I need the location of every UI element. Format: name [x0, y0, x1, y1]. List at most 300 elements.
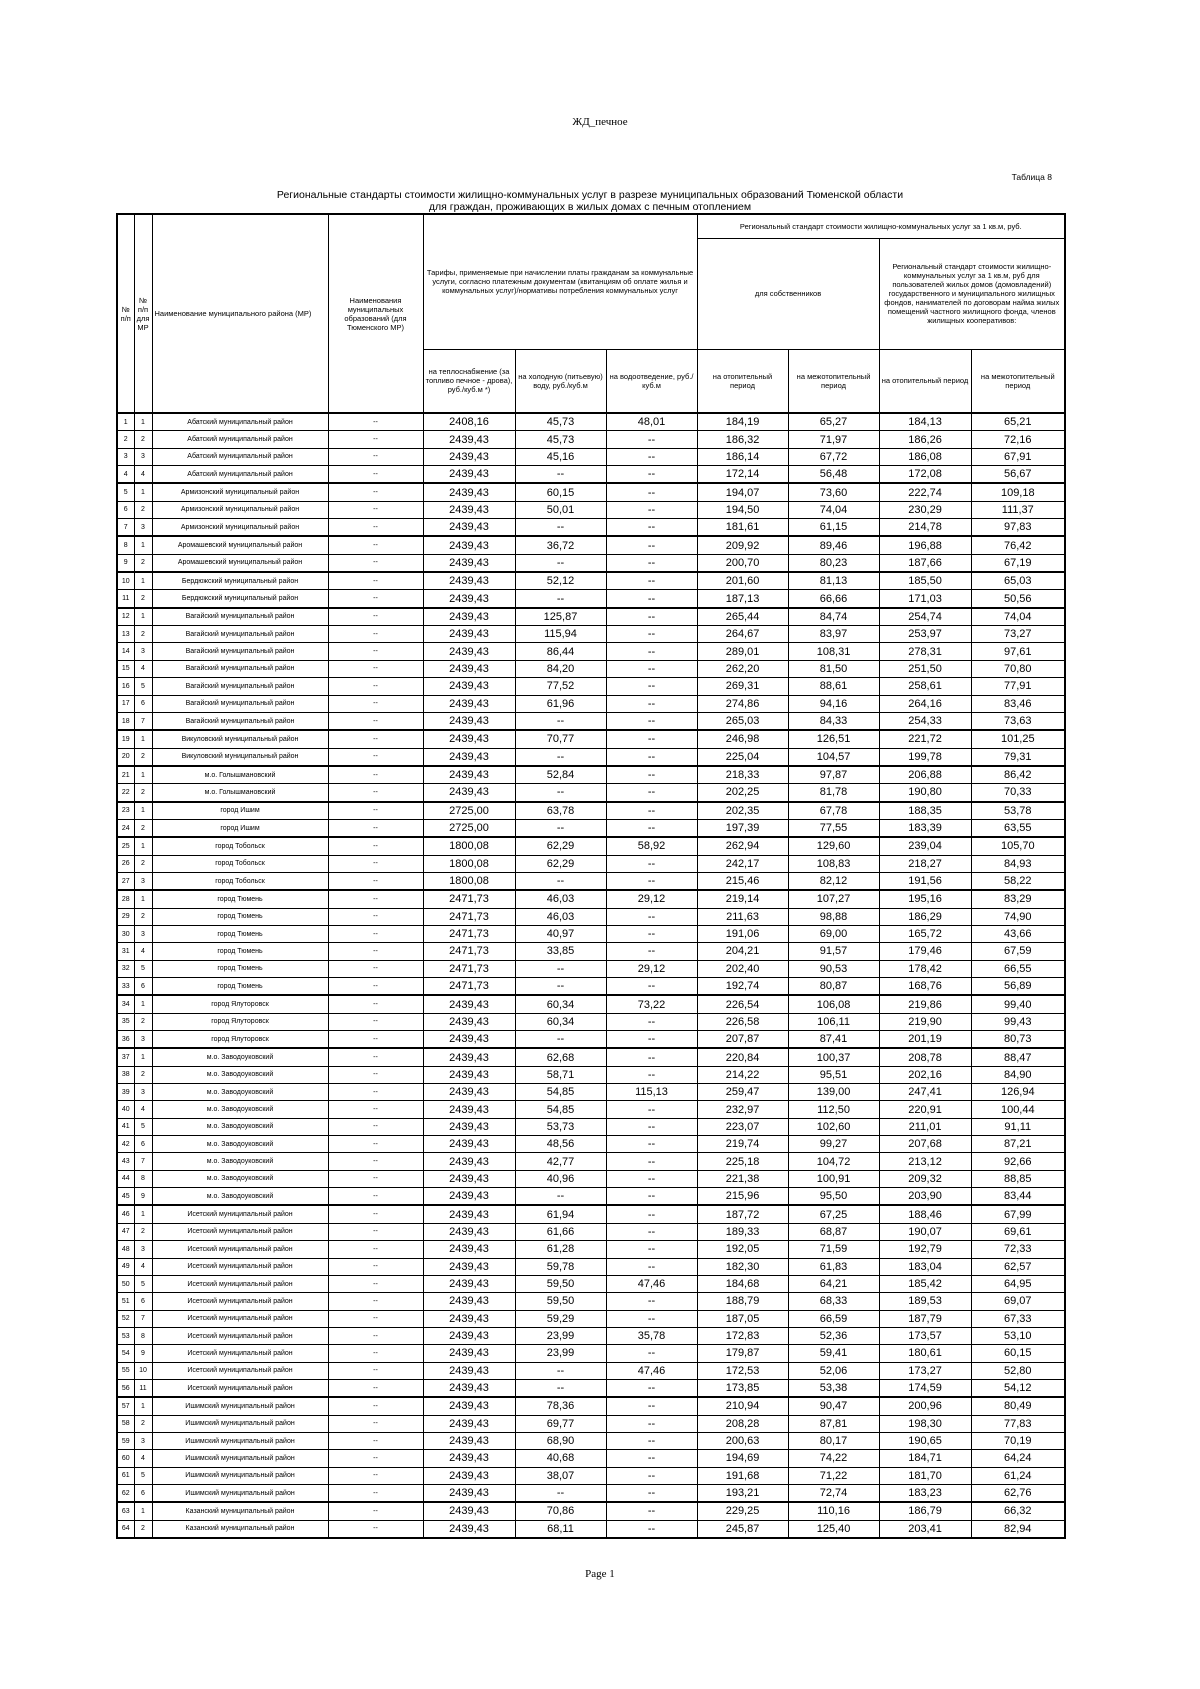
table-cell: -- [328, 695, 423, 712]
table-cell: 13 [117, 626, 134, 643]
table-cell: 2439,43 [423, 695, 515, 712]
table-cell: Вагайский муниципальный район [152, 608, 328, 626]
table-cell: 29,12 [606, 960, 697, 977]
table-cell: 2439,43 [423, 1136, 515, 1153]
table-cell: 2439,43 [423, 1275, 515, 1292]
table-row [117, 1432, 1065, 1449]
table-cell: 226,54 [697, 995, 788, 1013]
table-cell: -- [515, 519, 606, 537]
table-cell: 172,08 [879, 466, 971, 484]
table-cell: 264,16 [879, 695, 971, 712]
table-cell: 65,03 [971, 572, 1065, 590]
table-cell: Ишимский муниципальный район [152, 1450, 328, 1467]
table-cell: 181,70 [879, 1467, 971, 1484]
table-cell: 45,73 [515, 413, 606, 431]
table-cell: 47,46 [606, 1362, 697, 1379]
table-cell: 73,60 [788, 483, 879, 501]
table-cell: 59,41 [788, 1345, 879, 1362]
table-cell: 56,48 [788, 466, 879, 484]
table-cell: 35,78 [606, 1327, 697, 1344]
table-cell: 73,22 [606, 995, 697, 1013]
table-cell: 129,60 [788, 837, 879, 855]
table-cell: 6 [134, 1136, 152, 1153]
table-cell: -- [328, 1170, 423, 1187]
table-cell: город Тюмень [152, 960, 328, 977]
table-cell: 2439,43 [423, 1170, 515, 1187]
table-cell: -- [606, 1415, 697, 1432]
table-cell: 60,34 [515, 995, 606, 1013]
table-cell: -- [328, 995, 423, 1013]
table-cell: город Ишим [152, 802, 328, 820]
table-cell: 259,47 [697, 1084, 788, 1101]
table-row [117, 1275, 1065, 1292]
table-cell: 58,71 [515, 1066, 606, 1083]
table-row [117, 730, 1065, 748]
table-cell: 42 [117, 1136, 134, 1153]
table-cell: 36 [117, 1031, 134, 1049]
table-row [117, 1310, 1065, 1327]
table-cell: 3 [117, 448, 134, 465]
header-municipality: Наименования муниципальных образований (для Тюменского МР) [328, 214, 423, 413]
table-cell: 254,74 [879, 608, 971, 626]
table-cell: -- [328, 660, 423, 677]
table-cell: 5 [117, 483, 134, 501]
table-cell: город Тюмень [152, 943, 328, 960]
table-cell: 264,67 [697, 626, 788, 643]
table-cell: 78,36 [515, 1397, 606, 1415]
table-cell: -- [606, 943, 697, 960]
table-cell: Вагайский муниципальный район [152, 712, 328, 730]
table-cell: 3 [134, 1031, 152, 1049]
table-cell: 191,68 [697, 1467, 788, 1484]
table-cell: 2 [134, 1066, 152, 1083]
table-cell: 2439,43 [423, 1397, 515, 1415]
table-cell: 5 [134, 678, 152, 695]
table-cell: город Тюмень [152, 978, 328, 996]
table-cell: 1 [134, 536, 152, 554]
table-cell: 2439,43 [423, 1205, 515, 1223]
table-cell: 56,89 [971, 978, 1065, 996]
table-cell: м.о. Заводоуковский [152, 1084, 328, 1101]
title-line-1: Региональные стандарты стоимости жилищно-коммунальных услуг в разрезе муниципальных образований Тюменской области [276, 189, 904, 201]
table-cell: Викуловский муниципальный район [152, 730, 328, 748]
table-cell: 10 [134, 1362, 152, 1379]
table-cell: -- [328, 608, 423, 626]
table-cell: Аромашевский муниципальный район [152, 554, 328, 572]
table-cell: 8 [134, 1170, 152, 1187]
table-cell: 14 [117, 643, 134, 660]
table-cell: 125,40 [788, 1520, 879, 1538]
table-cell: 187,05 [697, 1310, 788, 1327]
table-cell: -- [606, 695, 697, 712]
table-cell: 1 [134, 413, 152, 431]
table-cell: 190,07 [879, 1223, 971, 1240]
table-cell: 2 [134, 784, 152, 802]
table-cell: 115,13 [606, 1084, 697, 1101]
table-cell: 61,24 [971, 1467, 1065, 1484]
table-cell: 207,87 [697, 1031, 788, 1049]
table-cell: 3 [134, 643, 152, 660]
table-cell: 91,11 [971, 1118, 1065, 1135]
table-cell: 207,68 [879, 1136, 971, 1153]
table-cell: м.о. Заводоуковский [152, 1136, 328, 1153]
table-cell: -- [328, 1048, 423, 1066]
table-cell: 202,35 [697, 802, 788, 820]
table-cell: -- [606, 643, 697, 660]
table-row [117, 536, 1065, 554]
table-row [117, 978, 1065, 996]
table-cell: 90,47 [788, 1397, 879, 1415]
table-cell: 2 [134, 501, 152, 518]
table-cell: -- [328, 519, 423, 537]
table-cell: 83,46 [971, 695, 1065, 712]
table-cell: 172,14 [697, 466, 788, 484]
table-cell: 68,90 [515, 1432, 606, 1449]
table-cell: Вагайский муниципальный район [152, 695, 328, 712]
table-cell: 15 [117, 660, 134, 677]
table-cell: -- [328, 626, 423, 643]
table-cell: 67,78 [788, 802, 879, 820]
table-cell: 70,86 [515, 1502, 606, 1520]
table-cell: 194,50 [697, 501, 788, 518]
table-cell: 106,08 [788, 995, 879, 1013]
table-cell: 107,27 [788, 890, 879, 908]
table-cell: 70,33 [971, 784, 1065, 802]
table-cell: -- [606, 1118, 697, 1135]
table-cell: 4 [134, 1258, 152, 1275]
table-cell: 50,56 [971, 590, 1065, 608]
table-row [117, 1153, 1065, 1170]
table-cell: 209,92 [697, 536, 788, 554]
table-cell: 87,41 [788, 1031, 879, 1049]
table-cell: 2439,43 [423, 1484, 515, 1502]
table-cell: 41 [117, 1118, 134, 1135]
table-cell: Вагайский муниципальный район [152, 678, 328, 695]
table-cell: -- [328, 1275, 423, 1292]
table-cell: Армизонский муниципальный район [152, 519, 328, 537]
table-cell: 2439,43 [423, 1048, 515, 1066]
table-cell: -- [606, 1066, 697, 1083]
table-cell: 203,90 [879, 1188, 971, 1206]
table-cell: 198,30 [879, 1415, 971, 1432]
table-cell: -- [606, 766, 697, 784]
table-cell: -- [328, 890, 423, 908]
table-cell: -- [606, 1397, 697, 1415]
table-cell: 33 [117, 978, 134, 996]
table-cell: 3 [134, 872, 152, 890]
table-cell: -- [328, 730, 423, 748]
table-cell: -- [606, 908, 697, 925]
table-cell: 186,79 [879, 1502, 971, 1520]
header-num-mr: № п/п для МР [134, 214, 152, 413]
table-cell: 2439,43 [423, 1502, 515, 1520]
table-cell: 52,80 [971, 1362, 1065, 1379]
table-cell: 90,53 [788, 960, 879, 977]
table-cell: 81,78 [788, 784, 879, 802]
table-cell: 262,20 [697, 660, 788, 677]
table-cell: 173,57 [879, 1327, 971, 1344]
table-cell: -- [606, 660, 697, 677]
table-cell: -- [328, 1031, 423, 1049]
table-cell: -- [606, 1520, 697, 1538]
table-cell: 58,92 [606, 837, 697, 855]
table-cell: 2439,43 [423, 466, 515, 484]
table-cell: 23,99 [515, 1345, 606, 1362]
table-cell: 221,72 [879, 730, 971, 748]
table-cell: 11 [117, 590, 134, 608]
table-cell: 192,74 [697, 978, 788, 996]
table-cell: 214,78 [879, 519, 971, 537]
table-row [117, 712, 1065, 730]
table-cell: 1 [134, 608, 152, 626]
table-cell: -- [328, 766, 423, 784]
table-cell: 80,87 [788, 978, 879, 996]
table-cell: 33,85 [515, 943, 606, 960]
table-cell: 83,29 [971, 890, 1065, 908]
table-cell: 2439,43 [423, 1188, 515, 1206]
table-cell: 67,99 [971, 1205, 1065, 1223]
header-num: № п/п [117, 214, 134, 413]
table-cell: -- [606, 1031, 697, 1049]
table-cell: 69,77 [515, 1415, 606, 1432]
table-cell: 56 [117, 1379, 134, 1397]
table-cell: 53,73 [515, 1118, 606, 1135]
table-row [117, 1484, 1065, 1502]
table-cell: 230,29 [879, 501, 971, 518]
table-cell: 65,21 [971, 413, 1065, 431]
table-cell: -- [328, 1136, 423, 1153]
table-cell: 105,70 [971, 837, 1065, 855]
table-cell: Армизонский муниципальный район [152, 501, 328, 518]
table-row [117, 1101, 1065, 1118]
table-cell: -- [328, 536, 423, 554]
table-cell: 6 [134, 1484, 152, 1502]
table-cell: 2439,43 [423, 501, 515, 518]
table-row [117, 660, 1065, 677]
header-heat: на теплоснабжение (за топливо печное - дрова), руб./куб.м *) [423, 349, 515, 413]
table-cell: 38 [117, 1066, 134, 1083]
table-cell: 10 [117, 572, 134, 590]
table-cell: 2439,43 [423, 1450, 515, 1467]
table-cell: 11 [134, 1379, 152, 1397]
table-cell: 34 [117, 995, 134, 1013]
table-cell: -- [606, 1450, 697, 1467]
table-row [117, 1241, 1065, 1258]
table-cell: 202,25 [697, 784, 788, 802]
table-cell: 64,24 [971, 1450, 1065, 1467]
table-cell: 54,12 [971, 1379, 1065, 1397]
table-cell: 1 [134, 837, 152, 855]
table-cell: 76,42 [971, 536, 1065, 554]
table-cell: Исетский муниципальный район [152, 1205, 328, 1223]
header-tenants: Региональный стандарт стоимости жилищно-коммунальных услуг за 1 кв.м, руб для пользователей жилых домов (домовладений) государственного и муниципального жилищных фондов, нанимателей по договорам найма жилых помещений частного жилищного фонда, членов жилищных кооперативов: [879, 238, 1065, 349]
table-cell: 186,29 [879, 908, 971, 925]
table-cell: -- [606, 590, 697, 608]
table-cell: 206,88 [879, 766, 971, 784]
table-row [117, 908, 1065, 925]
table-cell: 111,37 [971, 501, 1065, 518]
table-cell: 211,01 [879, 1118, 971, 1135]
table-cell: 39 [117, 1084, 134, 1101]
standards-table [116, 213, 1066, 1539]
table-cell: Ишимский муниципальный район [152, 1484, 328, 1502]
table-row [117, 890, 1065, 908]
table-cell: 7 [134, 712, 152, 730]
table-row [117, 1293, 1065, 1310]
header-tenants-heating: на отопительный период [879, 349, 971, 413]
table-cell: 2439,43 [423, 1118, 515, 1135]
table-row [117, 1379, 1065, 1397]
table-cell: -- [328, 1293, 423, 1310]
table-cell: 2439,43 [423, 1345, 515, 1362]
table-cell: 4 [134, 943, 152, 960]
table-row [117, 1450, 1065, 1467]
table-cell: м.о. Заводоуковский [152, 1118, 328, 1135]
table-cell: 168,76 [879, 978, 971, 996]
table-cell: -- [328, 943, 423, 960]
table-cell: 2439,43 [423, 448, 515, 465]
table-cell: 2439,43 [423, 626, 515, 643]
table-row [117, 1031, 1065, 1049]
table-cell: 223,07 [697, 1118, 788, 1135]
table-row [117, 925, 1065, 942]
table-cell: 18 [117, 712, 134, 730]
table-cell: 189,33 [697, 1223, 788, 1240]
table-row [117, 554, 1065, 572]
table-cell: Абатский муниципальный район [152, 413, 328, 431]
table-cell: -- [328, 925, 423, 942]
table-row [117, 1327, 1065, 1344]
table-cell: 2 [134, 590, 152, 608]
table-cell: 1 [134, 995, 152, 1013]
table-cell: 63 [117, 1502, 134, 1520]
table-cell: м.о. Заводоуковский [152, 1153, 328, 1170]
table-cell: -- [515, 712, 606, 730]
table-cell: 2 [134, 431, 152, 448]
table-cell: Абатский муниципальный район [152, 448, 328, 465]
table-cell: 2 [134, 855, 152, 872]
table-cell: -- [606, 519, 697, 537]
table-cell: 2439,43 [423, 1379, 515, 1397]
table-cell: 88,85 [971, 1170, 1065, 1187]
table-cell: 2439,43 [423, 590, 515, 608]
table-cell: -- [515, 748, 606, 766]
table-cell: 54 [117, 1345, 134, 1362]
table-cell: 9 [134, 1345, 152, 1362]
table-cell: -- [606, 1170, 697, 1187]
table-cell: 187,66 [879, 554, 971, 572]
table-cell: -- [606, 1258, 697, 1275]
table-cell: 48,01 [606, 413, 697, 431]
table-cell: 87,21 [971, 1136, 1065, 1153]
table-cell: 58,22 [971, 872, 1065, 890]
table-cell: 64,21 [788, 1275, 879, 1292]
table-cell: -- [328, 448, 423, 465]
table-cell: -- [606, 1484, 697, 1502]
table-cell: 61,94 [515, 1205, 606, 1223]
table-cell: -- [328, 1241, 423, 1258]
table-row [117, 1066, 1065, 1083]
table-cell: 171,03 [879, 590, 971, 608]
table-cell: 52,36 [788, 1327, 879, 1344]
table-cell: 100,44 [971, 1101, 1065, 1118]
table-cell: Бердюжский муниципальный район [152, 572, 328, 590]
table-cell: 2439,43 [423, 536, 515, 554]
table-cell: -- [515, 784, 606, 802]
table-cell: 218,27 [879, 855, 971, 872]
table-cell: -- [328, 678, 423, 695]
table-cell: 221,38 [697, 1170, 788, 1187]
table-cell: 60,15 [971, 1345, 1065, 1362]
table-cell: 254,33 [879, 712, 971, 730]
table-cell: 88,61 [788, 678, 879, 695]
table-row [117, 1170, 1065, 1187]
table-cell: 94,16 [788, 695, 879, 712]
table-cell: -- [328, 554, 423, 572]
table-cell: -- [515, 978, 606, 996]
table-body [117, 413, 1065, 1538]
table-cell: 2 [134, 1013, 152, 1030]
table-row [117, 1188, 1065, 1206]
table-cell: 40,68 [515, 1450, 606, 1467]
table-cell: 2439,43 [423, 1467, 515, 1484]
table-cell: 97,61 [971, 643, 1065, 660]
table-cell: 2439,43 [423, 730, 515, 748]
table-cell: Казанский муниципальный район [152, 1520, 328, 1538]
table-row [117, 519, 1065, 537]
table-cell: 87,81 [788, 1415, 879, 1432]
table-cell: 115,94 [515, 626, 606, 643]
table-cell: -- [328, 855, 423, 872]
table-cell: 21 [117, 766, 134, 784]
table-cell: город Тобольск [152, 872, 328, 890]
table-cell: город Ялуторовск [152, 995, 328, 1013]
table-cell: 64,95 [971, 1275, 1065, 1292]
table-cell: 73,27 [971, 626, 1065, 643]
table-cell: 46,03 [515, 908, 606, 925]
table-cell: 68,33 [788, 1293, 879, 1310]
table-cell: 24 [117, 819, 134, 837]
table-cell: 265,44 [697, 608, 788, 626]
table-cell: -- [606, 1310, 697, 1327]
table-cell: 185,50 [879, 572, 971, 590]
table-cell: -- [328, 819, 423, 837]
table-cell: 188,35 [879, 802, 971, 820]
table-cell: 67,25 [788, 1205, 879, 1223]
table-cell: 202,40 [697, 960, 788, 977]
table-cell: 192,79 [879, 1241, 971, 1258]
table-cell: 2 [134, 1415, 152, 1432]
table-cell: 38,07 [515, 1467, 606, 1484]
table-cell: 80,73 [971, 1031, 1065, 1049]
table-row [117, 1258, 1065, 1275]
table-cell: Вагайский муниципальный район [152, 643, 328, 660]
table-cell: 77,52 [515, 678, 606, 695]
table-cell: 67,72 [788, 448, 879, 465]
table-cell: 5 [134, 960, 152, 977]
title-line-2: для граждан, проживающих в жилых домах с печным отоплением [428, 201, 752, 213]
table-header [117, 214, 1065, 413]
table-cell: -- [515, 554, 606, 572]
table-cell: 182,30 [697, 1258, 788, 1275]
table-cell: 1 [134, 802, 152, 820]
table-cell: 139,00 [788, 1084, 879, 1101]
table-cell: 62,76 [971, 1484, 1065, 1502]
table-cell: -- [328, 1101, 423, 1118]
table-cell: -- [328, 590, 423, 608]
table-row [117, 748, 1065, 766]
table-cell: 59,78 [515, 1258, 606, 1275]
